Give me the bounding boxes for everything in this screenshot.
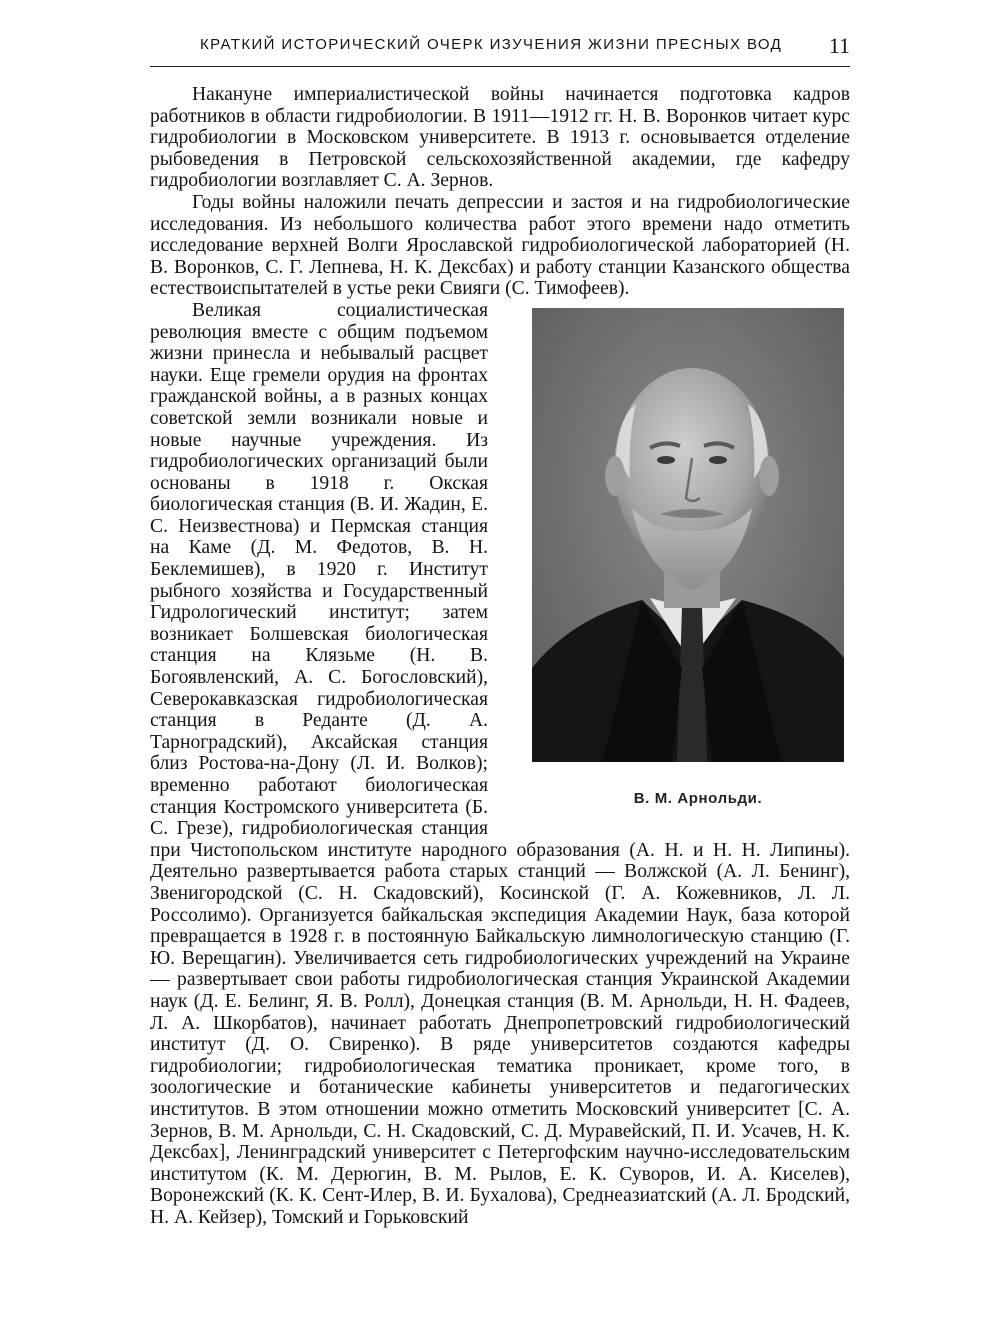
page-number: 11 (828, 33, 850, 58)
body-text (150, 84, 850, 1228)
running-title: КРАТКИЙ ИСТОРИЧЕСКИЙ ОЧЕРК ИЗУЧЕНИЯ ЖИЗНИ ПРЕСНЫХ ВОД (200, 36, 783, 53)
figure-caption: В. М. Арнольди. (633, 789, 763, 807)
paragraph-1: Накануне империалистической войны начинается подготовка кадров работников в области гидробиологии. В 1911—1912 гг. Н. В. Воронков читает курс гидробиологии в Московском университете. В 1913 г. основывается отделение рыбоведения в Петровской сельскохозяйственной академии, где кафедру гидробиологии возглавляет С. А. Зернов. (150, 84, 850, 192)
portrait-figure (504, 306, 850, 830)
paragraph-3-body: Великая социалистическая революция вместе с общим подъемом жизни принесла и небывалый расцвет науки. Еще гремели орудия на фронтах гражданской войны, а в разных концах советской земли возникали новые и новые научные учреждения. Из гидробиологических организаций были основаны в 1918 г. Окская биологическая станция (В. И. Жадин, Е. С. Неизвестнова) и Пермская станция на Каме (Д. М. Федотов, В. Н. Беклемишев), в 1920 г. Институт рыбного хозяйства и Государственный Гидрологический институт; затем возникает Болшевская биологическая станция на Клязьме (Н. В. Богоявленский, А. С. Богословский), Северокавказская гидробиологическая станция в Реданте (Д. А. Тарноградский), Аксайская станция близ Ростова-на-Дону (Л. И. Волков); временно работают биологическая станция Костромского университета (Б. С. Грезе), гидробиологическая станция при Чистопольском институте народного образования (А. Н. и Н. Н. Липины). Деятельно развертывается работа старых станций — Волжской (А. Л. Бенинг), Звенигородской (С. Н. Скадовский), Косинской (Г. А. Кожевников, Л. Л. Россолимо). Организуется байкальская экспедиция Академии Наук, база которой превращается в 1928 г. в постоянную Байкальскую лимнологическую станцию (Г. Ю. Верещагин). Увеличивается сеть гидробиологических учреждений на Украине — развертывает свои работы гидробиологическая станция Украинской Академии наук (Д. Е. Белинг, Я. В. Ролл), Донецкая станция (В. М. Арнольди, Н. Н. Фадеев, Л. А. Шкорбатов), начинает работать Днепропетровский гидробиологический институт (Д. О. Свиренко). В ряде университетов создаются кафедры гидробиологии; гидробиологическая тематика проникает, кроме того, в зоологические и ботанические кабинеты университетов и педагогических институтов. В этом отношении можно отметить Московский университет [С. А. Зернов, В. М. Арнольди, С. Н. Скадовский, С. Д. Муравейский, П. И. Усачев, Н. К. Дексбах], Ленинградский университет с Петергофским научно-исследовательским институтом (К. М. Дерюгин, В. М. Рылов, Е. К. Суворов, И. А. Киселев), Воронежский (К. К. Сент-Илер, В. И. Бухалова), Среднеазиатский (А. Л. Бродский, Н. А. Кейзер), Томский и Горьковский (150, 299, 850, 1228)
running-head (150, 33, 850, 67)
paragraph-3 (150, 300, 850, 1229)
paragraph-2: Годы войны наложили печать депрессии и застоя и на гидробиологические исследования. Из небольшого количества работ этого времени надо отметить исследование верхней Волги Ярославской гидробиологической лабораторией (Н. В. Воронков, С. Г. Лепнева, Н. К. Дексбах) и работу станции Казанского общества естествоиспытателей в устье реки Свияги (С. Тимофеев). (150, 191, 850, 300)
portrait-photo (532, 308, 844, 762)
